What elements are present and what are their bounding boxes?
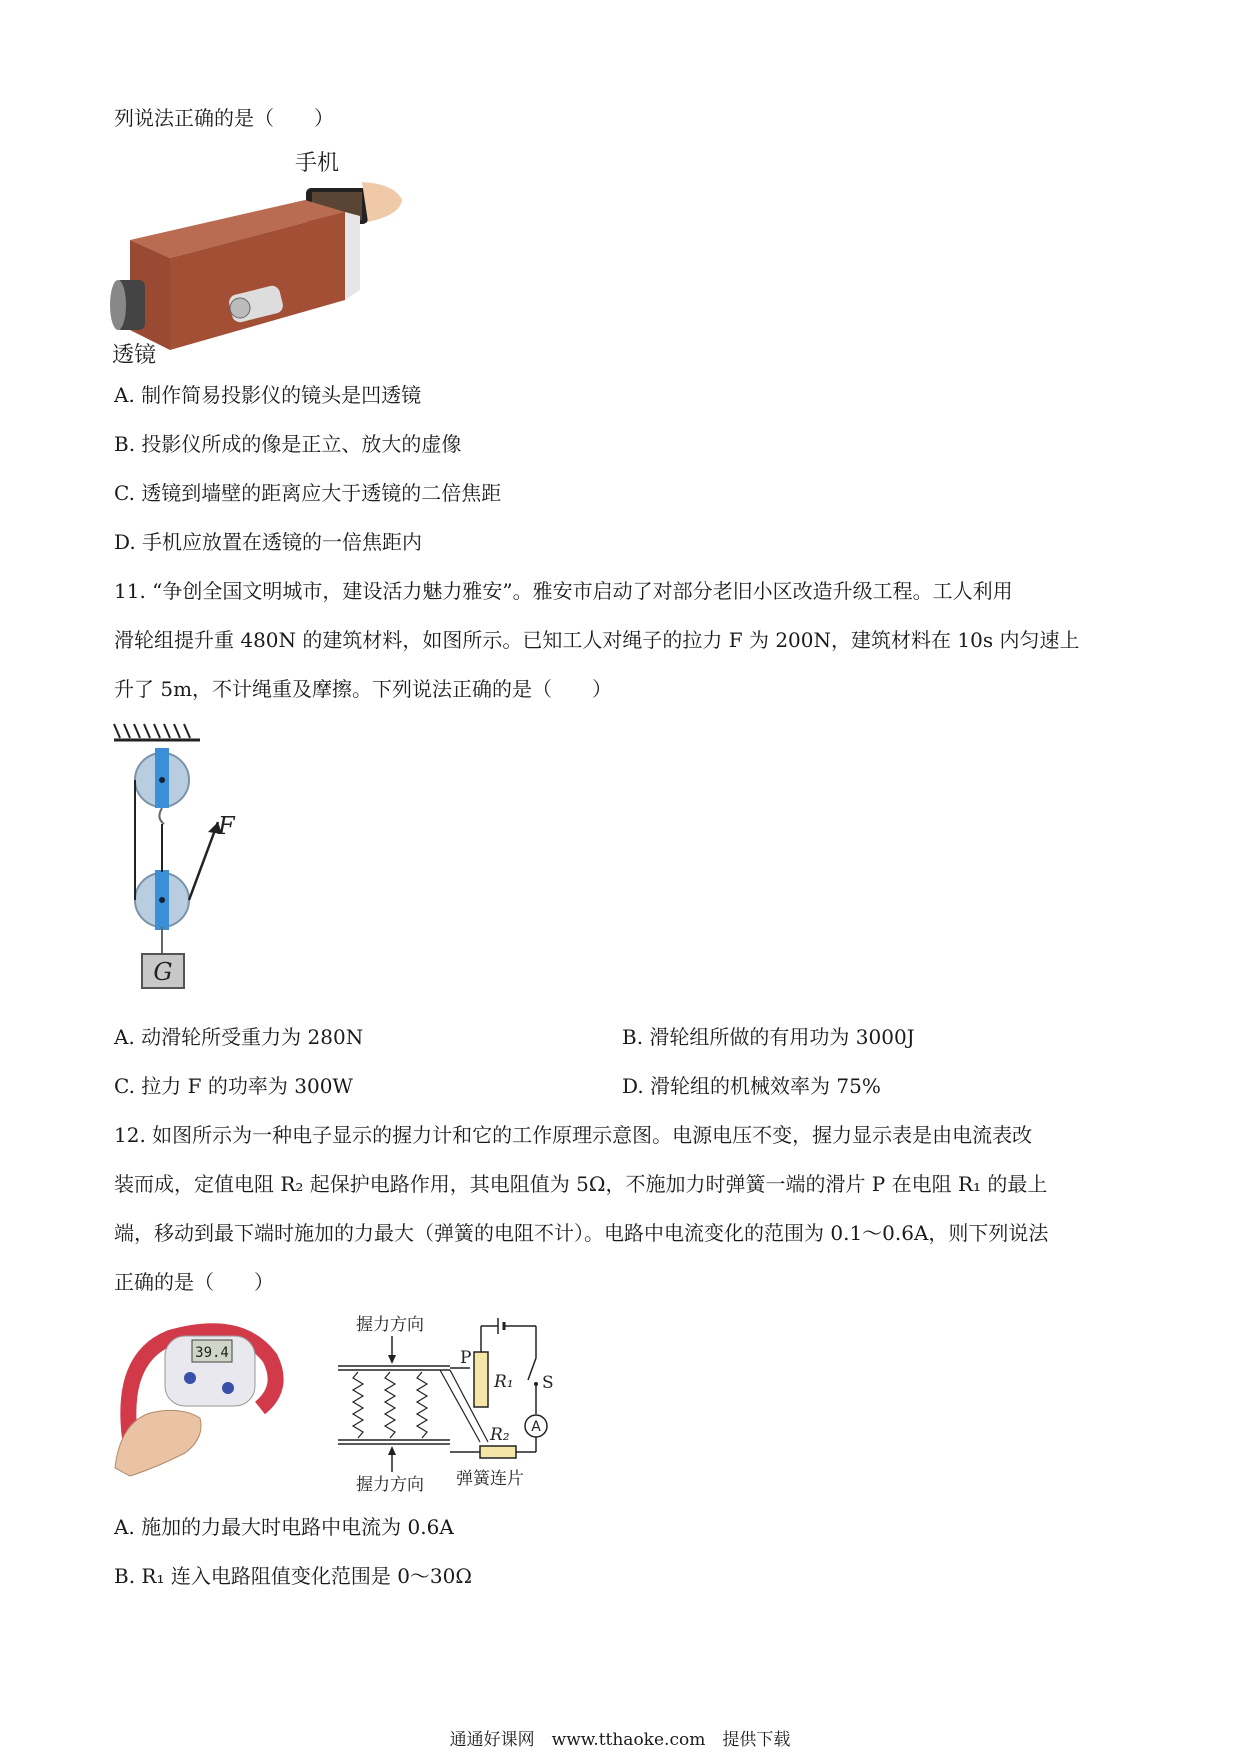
fixed-pulley-icon bbox=[135, 748, 189, 808]
q10-option-d: D. 手机应放置在透镜的一倍焦距内 bbox=[114, 530, 423, 554]
lens-label: 透镜 bbox=[112, 343, 157, 368]
r1-resistor-icon bbox=[474, 1352, 488, 1407]
q10-option-b: B. 投影仪所成的像是正立、放大的虚像 bbox=[114, 432, 462, 456]
q11-stem-1: 11. “争创全国文明城市，建设活力魅力雅安”。雅安市启动了对部分老旧小区改造升级工程。工人利用 bbox=[114, 579, 1013, 603]
q11-option-c: C. 拉力 F 的功率为 300W bbox=[114, 1074, 353, 1098]
q12-stem-1: 12. 如图所示为一种电子显示的握力计和它的工作原理示意图。电源电压不变，握力显示表是由电流表改 bbox=[114, 1123, 1033, 1147]
force-direction-top-label: 握力方向 bbox=[356, 1315, 424, 1335]
footer-source: 通通好课网 www.tthaoke.com 提供下载 bbox=[449, 1730, 791, 1750]
switch-icon bbox=[528, 1358, 536, 1380]
force-label: F bbox=[218, 812, 235, 840]
ceiling-hatch bbox=[114, 724, 190, 738]
q11-option-d: D. 滑轮组的机械效率为 75% bbox=[622, 1074, 881, 1098]
pulley-figure bbox=[110, 722, 260, 997]
projector-figure bbox=[110, 140, 410, 375]
r1-label: R₁ bbox=[494, 1372, 514, 1392]
spring-icon bbox=[353, 1372, 427, 1438]
lens-barrel-icon bbox=[110, 280, 145, 330]
q10-option-c: C. 透镜到墙壁的距离应大于透镜的二倍焦距 bbox=[114, 481, 502, 505]
force-direction-bottom-label: 握力方向 bbox=[356, 1475, 424, 1495]
q10-stem-tail: 列说法正确的是（ ） bbox=[114, 106, 334, 130]
slider-p-label: P bbox=[460, 1348, 472, 1368]
spring-link-label: 弹簧连片 bbox=[456, 1469, 524, 1489]
q12-stem-3: 端，移动到最下端时施加的力最大（弹簧的电阻不计）。电路中电流变化的范围为 0.1～0.6A，则下列说法 bbox=[114, 1221, 1049, 1245]
q11-stem-3: 升了 5m，不计绳重及摩擦。下列说法正确的是（ ） bbox=[114, 677, 613, 701]
projector-box-icon bbox=[130, 200, 360, 350]
force-up-arrow-icon bbox=[388, 1446, 396, 1455]
r2-resistor-icon bbox=[480, 1446, 516, 1458]
q12-option-a: A. 施加的力最大时电路中电流为 0.6A bbox=[114, 1515, 454, 1539]
switch-label: S bbox=[542, 1373, 554, 1393]
ammeter-label: A bbox=[531, 1419, 541, 1435]
q10-option-a: A. 制作简易投影仪的镜头是凹透镜 bbox=[114, 383, 422, 407]
q11-stem-2: 滑轮组提升重 480N 的建筑材料，如图所示。已知工人对绳子的拉力 F 为 200N，建筑材料在 10s 内匀速上 bbox=[114, 628, 1080, 652]
phone-label: 手机 bbox=[295, 151, 340, 176]
q11-option-b: B. 滑轮组所做的有用功为 3000J bbox=[622, 1025, 915, 1049]
q11-option-a: A. 动滑轮所受重力为 280N bbox=[114, 1025, 364, 1049]
grip-dynamometer-figure bbox=[110, 1318, 285, 1478]
load-block-icon bbox=[142, 954, 184, 988]
load-label: G bbox=[153, 958, 173, 986]
q12-option-b: B. R₁ 连入电路阻值变化范围是 0～30Ω bbox=[114, 1564, 472, 1588]
display-reading: 39.4 bbox=[195, 1345, 229, 1361]
q12-stem-2: 装而成，定值电阻 R₂ 起保护电路作用，其电阻值为 5Ω，不施加力时弹簧一端的滑片 P 在电阻 R₁ 的最上 bbox=[114, 1172, 1048, 1196]
q12-stem-4: 正确的是（ ） bbox=[114, 1270, 274, 1294]
moving-pulley-icon bbox=[135, 870, 189, 930]
circuit-schematic-figure bbox=[330, 1300, 580, 1500]
r2-label: R₂ bbox=[490, 1425, 510, 1445]
force-down-arrow-icon bbox=[388, 1355, 396, 1364]
